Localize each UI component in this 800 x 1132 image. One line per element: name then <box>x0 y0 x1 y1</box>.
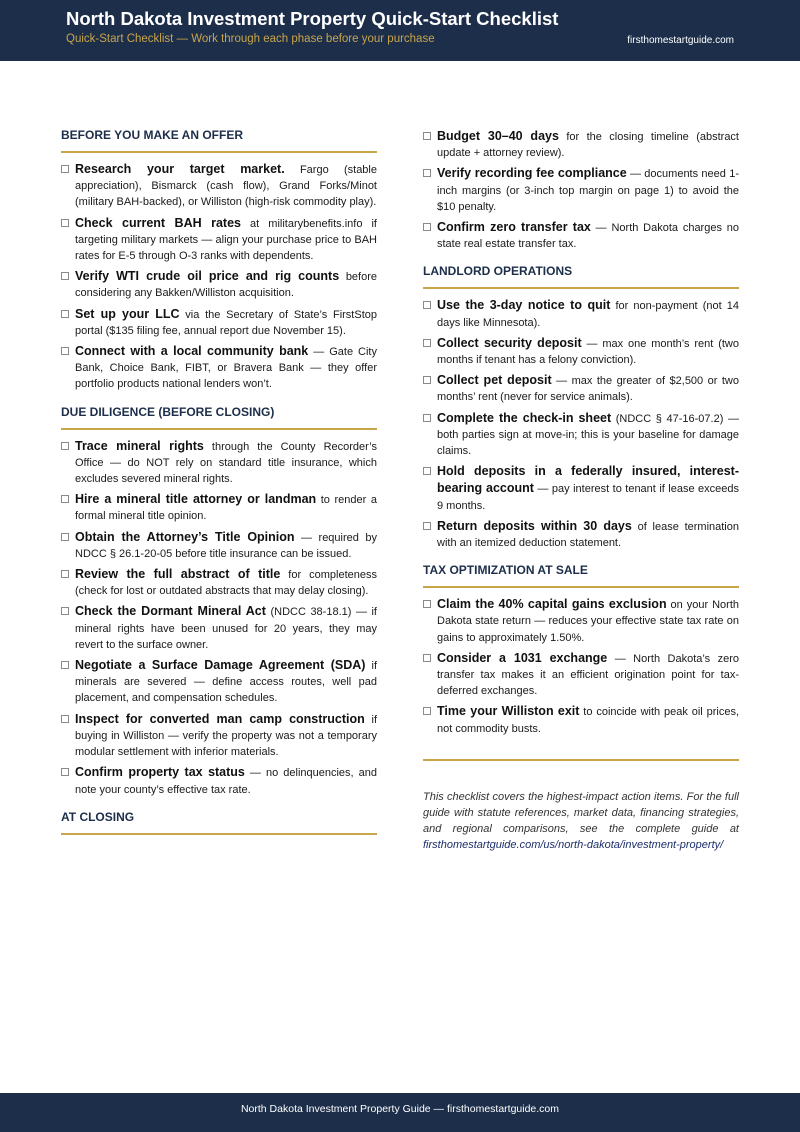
checklist-item <box>61 343 377 393</box>
left-column <box>61 128 377 843</box>
item-title: Confirm zero transfer tax <box>437 220 591 235</box>
item-title: Trace mineral rights <box>75 438 204 453</box>
section-landlord-operations <box>423 264 739 551</box>
checkbox[interactable] <box>423 467 431 475</box>
checklist-item <box>423 372 739 405</box>
checkbox[interactable] <box>61 533 69 541</box>
section-title: AT CLOSING <box>61 810 377 835</box>
closing-note <box>423 789 739 853</box>
page-footer: North Dakota Investment Property Guide — firsthomestartguide.com <box>0 1093 800 1132</box>
item-title: Research your target market. <box>75 162 285 176</box>
section-at-closing-items <box>423 128 739 252</box>
checkbox[interactable] <box>423 522 431 530</box>
checklist-item <box>423 410 739 460</box>
right-column <box>423 128 739 853</box>
item-title: Inspect for converted man camp construction <box>75 711 365 726</box>
item-text: for completeness (check for lost or outdated abstracts that may delay closing). <box>75 569 377 598</box>
item-title: Collect pet deposit <box>437 373 552 388</box>
checklist-item <box>61 657 377 707</box>
checklist-item <box>423 165 739 215</box>
checkbox[interactable] <box>423 707 431 715</box>
checklist-item <box>423 650 739 700</box>
checkbox[interactable] <box>423 301 431 309</box>
checklist-item <box>61 306 377 339</box>
checklist-item <box>61 711 377 761</box>
section-title: TAX OPTIMIZATION AT SALE <box>423 563 739 588</box>
item-text: if buying in Williston — verify the property was not a temporary modular settlement with inferior materials. <box>75 713 377 759</box>
item-text: via the Secretary of State’s FirstStop portal ($135 filing fee, annual report due November 15). <box>75 308 377 337</box>
checklist-item <box>61 215 377 265</box>
item-title: Return deposits within 30 days <box>437 518 632 533</box>
checkbox[interactable] <box>423 414 431 422</box>
item-text: (NDCC 38-18.1) — if mineral rights have been unused for 20 years, they may revert to the surface owner. <box>75 606 377 651</box>
item-title: Negotiate a Surface Damage Agreement (SDA) <box>75 658 366 673</box>
checkbox[interactable] <box>61 495 69 503</box>
item-text: at militarybenefits.info if targeting military markets — align your purchase price to BAH rates for E-5 through O-3 ranks with dependents. <box>75 217 377 263</box>
checkbox[interactable] <box>61 165 69 173</box>
checklist <box>423 596 739 737</box>
item-text: — North Dakota charges no state real estate transfer tax. <box>437 222 739 251</box>
checkbox[interactable] <box>61 347 69 355</box>
section-at-closing <box>61 810 377 835</box>
item-text: for the closing timeline (abstract update + attorney review). <box>437 131 739 160</box>
item-text: — pay interest to tenant if lease exceeds 9 months. <box>437 483 740 512</box>
item-title: Time your Williston exit <box>437 704 580 719</box>
item-text: — North Dakota’s zero transfer tax makes it an efficient origination point for tax-deferred exchanges. <box>437 652 739 698</box>
checklist-item <box>61 529 377 562</box>
item-title: Consider a 1031 exchange <box>437 650 608 665</box>
item-title: Hold deposits in a federally insured, interest-bearing account <box>437 464 739 496</box>
checklist <box>423 297 739 551</box>
checkbox[interactable] <box>423 169 431 177</box>
item-text: if minerals are severed — define access routes, well pad placement, and compensation schedules. <box>75 660 377 705</box>
checkbox[interactable] <box>61 442 69 450</box>
item-text: Fargo (stable appreciation), Bismarck (cash flow), Grand Forks/Minot (military BAH-backed), or Williston (high-risk commodity play). <box>75 164 377 209</box>
item-title: Confirm property tax status <box>75 765 245 780</box>
checklist <box>61 438 377 798</box>
checkbox[interactable] <box>423 600 431 608</box>
item-title: Collect security deposit <box>437 335 582 350</box>
checkbox[interactable] <box>423 654 431 662</box>
checkbox[interactable] <box>423 376 431 384</box>
item-text: through the County Recorder’s Office — do NOT rely on standard title insurance, which excludes severed mineral rights. <box>75 440 377 486</box>
page-title: North Dakota Investment Property Quick-Start Checklist <box>66 8 559 29</box>
checklist-item <box>423 219 739 252</box>
checkbox[interactable] <box>61 219 69 227</box>
section-due-diligence <box>61 405 377 798</box>
checkbox[interactable] <box>61 768 69 776</box>
item-text: — required by NDCC § 26.1-20-05 before title insurance can be issued. <box>75 531 377 560</box>
checklist <box>423 128 739 252</box>
item-title: Check the Dormant Mineral Act <box>75 604 266 619</box>
page-subtitle: Quick-Start Checklist — Work through each phase before your purchase <box>66 33 435 45</box>
item-title: Verify WTI crude oil price and rig counts <box>75 269 340 284</box>
item-text: to render a formal mineral title opinion. <box>75 494 377 523</box>
section-before-offer <box>61 128 377 393</box>
item-title: Set up your LLC <box>75 306 180 321</box>
site-name: firsthomestartguide.com <box>627 35 734 46</box>
section-tax-optimization <box>423 563 739 737</box>
item-title: Claim the 40% capital gains exclusion <box>437 597 667 612</box>
checklist-item <box>423 463 739 514</box>
section-title: BEFORE YOU MAKE AN OFFER <box>61 128 377 153</box>
checkbox[interactable] <box>61 661 69 669</box>
checklist <box>61 161 377 393</box>
checklist-item <box>423 703 739 736</box>
checklist-item <box>61 566 377 599</box>
checkbox[interactable] <box>423 339 431 347</box>
checkbox[interactable] <box>61 715 69 723</box>
section-title: LANDLORD OPERATIONS <box>423 264 739 289</box>
checkbox[interactable] <box>61 570 69 578</box>
item-title: Verify recording fee compliance <box>437 166 627 181</box>
checklist-item <box>423 128 739 161</box>
item-title: Review the full abstract of title <box>75 567 281 582</box>
guide-link[interactable]: firsthomestartguide.com/us/north-dakota/investment-property/ <box>423 838 724 851</box>
divider <box>423 759 739 761</box>
section-title: DUE DILIGENCE (BEFORE CLOSING) <box>61 405 377 430</box>
item-title: Connect with a local community bank <box>75 344 309 359</box>
item-text: on your North Dakota state return — reduces your effective state tax rate on gains to approximately 1.50%. <box>437 599 739 644</box>
item-title: Use the 3-day notice to quit <box>437 298 611 313</box>
checkbox[interactable] <box>61 607 69 615</box>
checkbox[interactable] <box>61 310 69 318</box>
item-text: — max one month’s rent (two months if tenant has a felony conviction). <box>437 337 739 367</box>
item-text: before considering any Bakken/Williston acquisition. <box>75 271 378 300</box>
checklist-item <box>61 268 377 301</box>
checklist-item <box>423 596 739 646</box>
checklist-item <box>61 491 377 524</box>
item-text: to coincide with peak oil prices, not commodity busts. <box>437 706 740 735</box>
checkbox[interactable] <box>423 223 431 231</box>
item-title: Obtain the Attorney’s Title Opinion <box>75 529 295 544</box>
checklist-item <box>61 161 377 211</box>
checkbox[interactable] <box>423 132 431 140</box>
item-text: — documents need 1-inch margins (or 3-inch top margin on page 1) to avoid the $10 penalty. <box>437 168 739 213</box>
item-text: — no delinquencies, and note your county’s effective tax rate. <box>75 767 377 796</box>
note-text: This checklist covers the highest-impact action items. For the full guide with statute references, market data, financing strategies, and regional comparisons, see the complete guide at <box>423 790 739 835</box>
checklist-item <box>423 335 739 368</box>
checklist-item <box>423 518 739 551</box>
item-text: of lease termination with an itemized deduction statement. <box>437 520 739 550</box>
checklist-item <box>423 297 739 330</box>
item-text: (NDCC § 47-16-07.2) — both parties sign at move-in; this is your baseline for damage claims. <box>437 412 739 458</box>
checklist-item <box>61 764 377 797</box>
item-title: Hire a mineral title attorney or landman <box>75 492 317 507</box>
item-title: Budget 30–40 days <box>437 129 559 143</box>
item-text: for non-payment (not 14 days like Minnesota). <box>437 300 739 329</box>
item-text: — max the greater of $2,500 or two months’ rent (never for service animals). <box>437 375 739 404</box>
checkbox[interactable] <box>61 272 69 280</box>
item-text: — Gate City Bank, Choice Bank, FIBT, or Bravera Bank — they offer portfolio products national lenders won’t. <box>75 346 377 391</box>
page-header <box>0 0 800 61</box>
item-title: Complete the check-in sheet <box>437 410 612 425</box>
item-title: Check current BAH rates <box>75 215 241 230</box>
checklist-item <box>61 438 377 488</box>
checklist-item <box>61 603 377 653</box>
